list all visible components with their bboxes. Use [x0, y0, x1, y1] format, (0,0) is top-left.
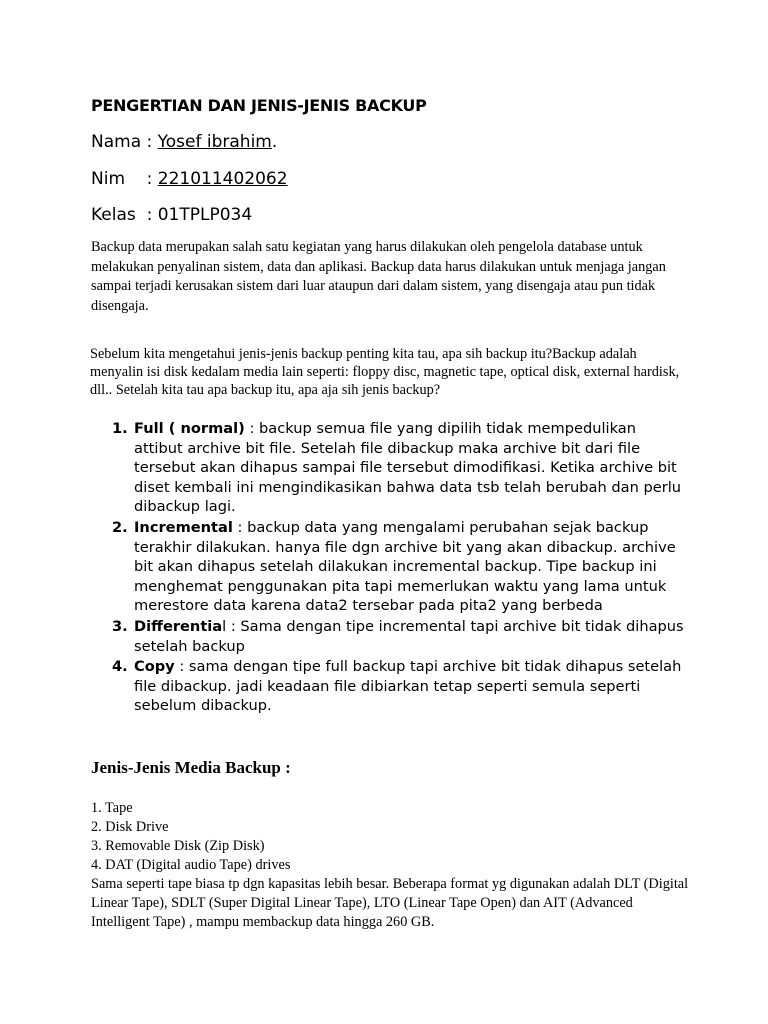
list-item: 3. Removable Disk (Zip Disk): [91, 838, 265, 854]
list-item-term: Incremental: [134, 518, 233, 536]
media-heading: Jenis-Jenis Media Backup :: [91, 758, 291, 777]
list-item-number: 2.: [112, 518, 128, 536]
nim-line: [91, 169, 288, 189]
list-item-term: Full ( normal): [134, 420, 245, 437]
kelas-label: Kelas :: [91, 205, 158, 225]
list-item: [104, 518, 684, 616]
list-item: 1. Tape: [91, 800, 133, 816]
closing-paragraph: Sama seperti tape biasa tp dgn kapasitas lebih besar. Beberapa format yg digunakan adalah DLT (Digital Linear Tape), SDLT (Super Digital Linear Tape), LTO (Linear Tape Open) dan AIT (Advanced Intelligent Tape) , mampu membackup data hingga 260 GB.: [91, 876, 689, 930]
list-item-text: l : Sama dengan tipe incremental tapi archive bit tidak dihapus setelah backup: [134, 617, 684, 655]
list-item-number: 3.: [112, 617, 128, 635]
backup-types-list: [104, 419, 684, 717]
kelas-line: [91, 205, 252, 225]
list-item-text: : backup semua file yang dipilih tidak mempedulikan attibut archive bit file. Setelah file dibackup maka archive bit dari file tersebut akan dihapus sampai file tersebut dimodifikasi. Ketika archive bit diset kembali ini mengindikasikan bahwa data tsb telah berubah dan perlu dibackup lagi.: [134, 420, 682, 516]
intro-paragraph: Backup data merupakan salah satu kegiatan yang harus dilakukan oleh pengelola database untuk melakukan penyalinan sistem, data dan aplikasi. Backup data harus dilakukan untuk menjaga jangan sampai terjadi kerusakan sistem dari luar ataupun dari dalam sistem, yang disengaja atau pun tidak disengaja.: [91, 239, 666, 314]
kelas-value: 01TPLP034: [157, 205, 253, 225]
list-item-text: : sama dengan tipe full backup tapi archive bit tidak dihapus setelah file dibackup. jadi keadaan file dibiarkan tetap seperti semula seperti sebelum dibackup.: [134, 658, 682, 715]
nim-value: 221011402062: [157, 169, 288, 189]
nama-label: Nama :: [91, 132, 158, 152]
list-item-number: 1.: [112, 420, 128, 437]
list-item-number: 4.: [112, 658, 128, 676]
list-item: 4. DAT (Digital audio Tape) drives: [91, 857, 291, 873]
nama-suffix: .: [271, 132, 278, 152]
list-item: 2. Disk Drive: [91, 819, 169, 835]
nim-label: Nim :: [91, 169, 158, 189]
media-list: [91, 799, 691, 875]
list-item-text: : backup data yang mengalami perubahan sejak backup terakhir dilakukan. hanya file dgn archive bit yang akan dibackup. archive bit akan dihapus setelah dilakukan incremental backup. Tipe backup ini menghemat penggunakan pita tapi memerlukan waktu yang lama untuk merestore data karena data2 tersebar pada pita2 yang berbeda: [134, 518, 676, 615]
list-item: [104, 617, 684, 656]
list-item: [104, 657, 684, 716]
document-title: PENGERTIAN DAN JENIS-JENIS BACKUP: [91, 96, 427, 115]
nama-value: Yosef ibrahim: [157, 132, 272, 152]
nama-line: [91, 132, 277, 152]
list-item-term: Copy: [134, 658, 175, 676]
list-item-term: Differentia: [134, 617, 223, 635]
list-item: [104, 419, 684, 517]
definition-paragraph: Sebelum kita mengetahui jenis-jenis backup penting kita tau, apa sih backup itu?Backup adalah menyalin isi disk kedalam media lain seperti: floppy disc, magnetic tape, optical disk, external hardisk, dll.. Setelah kita tau apa backup itu, apa aja sih jenis backup?: [90, 346, 680, 398]
